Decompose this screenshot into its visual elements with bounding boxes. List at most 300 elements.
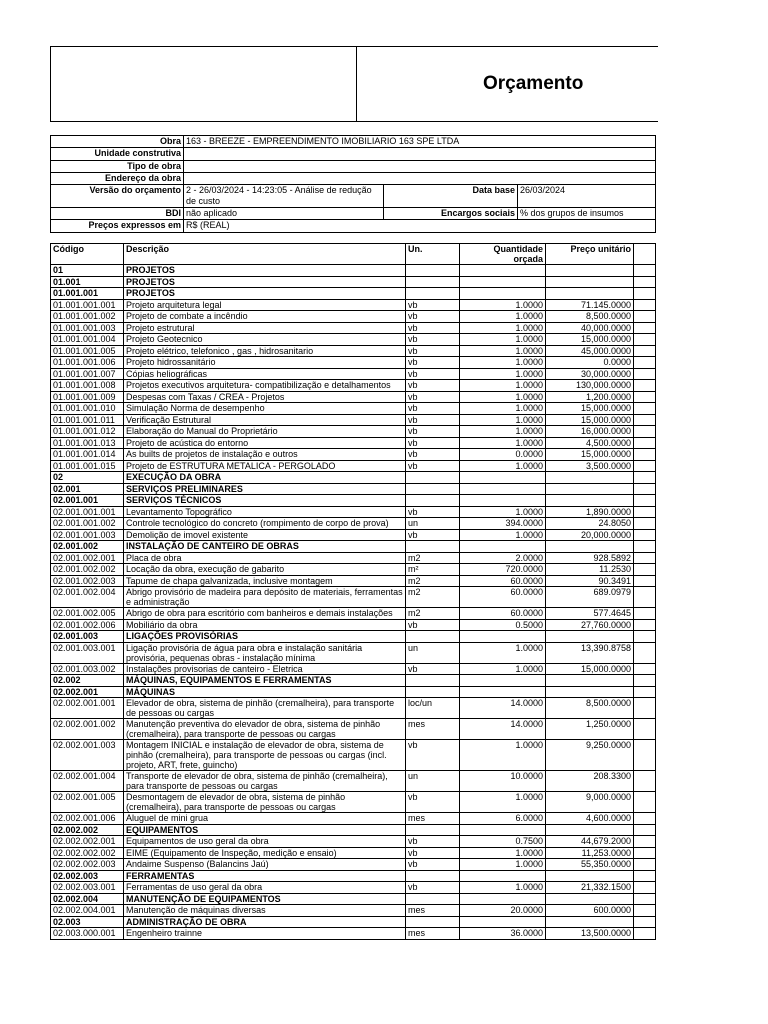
col-header-codigo: Código	[51, 244, 124, 265]
cell-unit-price: 689.0979	[546, 587, 634, 608]
cell-code: 02.002.002.002	[51, 847, 124, 859]
cell-unit-price: 8,500.0000	[546, 311, 634, 323]
cell-unit: mes	[406, 905, 460, 917]
cell-description: Abrigo provisório de madeira para depósito de materiais, ferramentas e administração	[124, 587, 406, 608]
cell-extra	[634, 276, 656, 288]
cell-unit	[406, 276, 460, 288]
cell-code: 02.002.002.001	[51, 836, 124, 848]
cell-code: 01.001.001.014	[51, 449, 124, 461]
cell-quantity: 1.0000	[460, 403, 546, 415]
cell-quantity	[460, 276, 546, 288]
cell-code: 02.002.003	[51, 870, 124, 882]
encargos-label: Encargos sociais	[384, 208, 518, 220]
cell-unit-price	[546, 288, 634, 300]
cell-description: Projetos executivos arquitetura- compatibilização e detalhamentos	[124, 380, 406, 392]
cell-extra	[634, 495, 656, 507]
cell-extra	[634, 642, 656, 663]
cell-unit-price	[546, 686, 634, 698]
cell-unit-price: 208.3300	[546, 771, 634, 792]
cell-description: Simulação Norma de desempenho	[124, 403, 406, 415]
cell-extra	[634, 675, 656, 687]
cell-extra	[634, 740, 656, 771]
group-row	[51, 276, 656, 288]
cell-unit-price: 4,500.0000	[546, 437, 634, 449]
cell-unit-price	[546, 472, 634, 484]
cell-quantity: 1.0000	[460, 311, 546, 323]
cell-quantity: 1.0000	[460, 792, 546, 813]
cell-description: Ligação provisória de água para obra e instalação sanitária provisória, pequenas obras - instalação mínima	[124, 642, 406, 663]
cell-description: FERRAMENTAS	[124, 870, 406, 882]
table-row	[51, 357, 656, 369]
cell-quantity: 1.0000	[460, 882, 546, 894]
cell-extra	[634, 698, 656, 719]
cell-description: EIME (Equipamento de Inspeção, medição e ensaio)	[124, 847, 406, 859]
cell-extra	[634, 792, 656, 813]
cell-description: EQUIPAMENTOS	[124, 824, 406, 836]
cell-code: 01.001.001.002	[51, 311, 124, 323]
cell-extra	[634, 541, 656, 553]
cell-code: 02.002.001.005	[51, 792, 124, 813]
cell-code: 02.001.002.003	[51, 575, 124, 587]
bdi-label: BDI	[51, 208, 184, 220]
cell-quantity: 14.0000	[460, 698, 546, 719]
cell-extra	[634, 265, 656, 277]
table-row	[51, 836, 656, 848]
cell-quantity	[460, 824, 546, 836]
cell-unit-price: 1,200.0000	[546, 391, 634, 403]
precos-value: R$ (REAL)	[184, 220, 656, 232]
cell-quantity	[460, 541, 546, 553]
cell-quantity: 1.0000	[460, 345, 546, 357]
cell-unit: vb	[406, 414, 460, 426]
cell-quantity: 0.5000	[460, 619, 546, 631]
cell-description: Projeto Geotecnico	[124, 334, 406, 346]
cell-extra	[634, 836, 656, 848]
cell-description: LIGAÇÕES PROVISÓRIAS	[124, 631, 406, 643]
cell-quantity: 20.0000	[460, 905, 546, 917]
cell-quantity: 1.0000	[460, 414, 546, 426]
cell-description: Controle tecnológico do concreto (rompimento de corpo de prova)	[124, 518, 406, 530]
cell-code: 02.001.002	[51, 541, 124, 553]
table-row	[51, 506, 656, 518]
cell-quantity: 1.0000	[460, 663, 546, 675]
cell-unit-price: 15,000.0000	[546, 403, 634, 415]
table-row	[51, 403, 656, 415]
table-row	[51, 771, 656, 792]
cell-unit	[406, 893, 460, 905]
cell-extra	[634, 322, 656, 334]
cell-extra	[634, 893, 656, 905]
cell-extra	[634, 847, 656, 859]
cell-description: EXECUÇÃO DA OBRA	[124, 472, 406, 484]
cell-unit	[406, 541, 460, 553]
cell-quantity: 1.0000	[460, 299, 546, 311]
cell-unit-price: 21,332.1500	[546, 882, 634, 894]
cell-code: 01.001.001.011	[51, 414, 124, 426]
cell-extra	[634, 928, 656, 940]
cell-extra	[634, 813, 656, 825]
cell-code: 02.002.001.002	[51, 719, 124, 740]
cell-description: Engenheiro trainne	[124, 928, 406, 940]
cell-quantity: 1.0000	[460, 380, 546, 392]
table-row	[51, 859, 656, 871]
cell-description: MÁQUINAS	[124, 686, 406, 698]
table-row	[51, 426, 656, 438]
cell-code: 01.001.001.001	[51, 299, 124, 311]
cell-unit-price	[546, 541, 634, 553]
cell-unit: vb	[406, 859, 460, 871]
group-row	[51, 686, 656, 698]
group-row	[51, 472, 656, 484]
table-row	[51, 619, 656, 631]
cell-code: 01.001.001.007	[51, 368, 124, 380]
cell-extra	[634, 529, 656, 541]
cell-unit: vb	[406, 460, 460, 472]
versao-label: Versão do orçamento	[51, 185, 184, 208]
cell-unit: m2	[406, 552, 460, 564]
cell-unit	[406, 916, 460, 928]
endereco-label: Endereço da obra	[51, 172, 184, 184]
cell-unit: m2	[406, 587, 460, 608]
cell-unit: vb	[406, 506, 460, 518]
cell-unit-price	[546, 495, 634, 507]
obra-label: Obra	[51, 136, 184, 148]
cell-extra	[634, 686, 656, 698]
table-row	[51, 437, 656, 449]
cell-extra	[634, 288, 656, 300]
cell-extra	[634, 719, 656, 740]
table-row	[51, 449, 656, 461]
cell-extra	[634, 437, 656, 449]
cell-quantity: 1.0000	[460, 334, 546, 346]
cell-code: 02.002	[51, 675, 124, 687]
cell-unit-price: 4,600.0000	[546, 813, 634, 825]
cell-unit: m2	[406, 608, 460, 620]
cell-extra	[634, 608, 656, 620]
cell-unit-price	[546, 893, 634, 905]
col-header-extra	[634, 244, 656, 265]
cell-description: ADMINISTRAÇÃO DE OBRA	[124, 916, 406, 928]
cell-quantity: 720.0000	[460, 564, 546, 576]
cell-description: PROJETOS	[124, 265, 406, 277]
cell-unit: m2	[406, 575, 460, 587]
cell-code: 01.001.001.013	[51, 437, 124, 449]
table-row	[51, 642, 656, 663]
cell-quantity: 0.0000	[460, 449, 546, 461]
group-row	[51, 631, 656, 643]
cell-code: 01.001.001.008	[51, 380, 124, 392]
cell-unit: mes	[406, 928, 460, 940]
table-header-row	[51, 244, 656, 265]
cell-code: 01.001.001.009	[51, 391, 124, 403]
table-row	[51, 552, 656, 564]
cell-description: SERVIÇOS PRELIMINARES	[124, 483, 406, 495]
cell-extra	[634, 587, 656, 608]
cell-unit: vb	[406, 345, 460, 357]
table-row	[51, 391, 656, 403]
cell-unit-price: 15,000.0000	[546, 449, 634, 461]
cell-description: Manutenção de máquinas diversas	[124, 905, 406, 917]
table-row	[51, 882, 656, 894]
cell-description: Cópias heliográficas	[124, 368, 406, 380]
group-row	[51, 893, 656, 905]
group-row	[51, 675, 656, 687]
unidade-label: Unidade construtiva	[51, 148, 184, 160]
cell-unit: vb	[406, 322, 460, 334]
cell-extra	[634, 403, 656, 415]
title-box	[50, 46, 658, 122]
table-row	[51, 460, 656, 472]
cell-description: Placa de obra	[124, 552, 406, 564]
cell-unit-price: 9,000.0000	[546, 792, 634, 813]
precos-label: Preços expressos em	[51, 220, 184, 232]
cell-unit: vb	[406, 619, 460, 631]
cell-code: 02.002.001.001	[51, 698, 124, 719]
cell-code: 01.001.001.005	[51, 345, 124, 357]
cell-code: 02.003	[51, 916, 124, 928]
cell-description: Projeto estrutural	[124, 322, 406, 334]
cell-code: 02.003.000.001	[51, 928, 124, 940]
cell-quantity: 10.0000	[460, 771, 546, 792]
cell-extra	[634, 380, 656, 392]
table-row	[51, 529, 656, 541]
col-header-quantidade: Quantidade orçada	[460, 244, 546, 265]
cell-extra	[634, 916, 656, 928]
cell-extra	[634, 631, 656, 643]
cell-unit-price: 928.5892	[546, 552, 634, 564]
cell-description: INSTALAÇÃO DE CANTEIRO DE OBRAS	[124, 541, 406, 553]
cell-extra	[634, 663, 656, 675]
cell-quantity: 1.0000	[460, 859, 546, 871]
cell-unit-price	[546, 675, 634, 687]
cell-code: 02.001.002.004	[51, 587, 124, 608]
cell-code: 02.001.002.001	[51, 552, 124, 564]
encargos-value: % dos grupos de insumos	[518, 208, 656, 220]
cell-unit: vb	[406, 380, 460, 392]
cell-description: Elevador de obra, sistema de pinhão (cremalheira), para transporte de pessoas ou cargas	[124, 698, 406, 719]
cell-unit-price: 1,890.0000	[546, 506, 634, 518]
cell-code: 02.002.003.001	[51, 882, 124, 894]
table-row	[51, 334, 656, 346]
cell-extra	[634, 472, 656, 484]
table-row	[51, 905, 656, 917]
table-row	[51, 345, 656, 357]
cell-description: As builts de projetos de instalação e outros	[124, 449, 406, 461]
cell-quantity: 1.0000	[460, 529, 546, 541]
cell-description: Levantamento Topográfico	[124, 506, 406, 518]
cell-unit-price: 13,390.8758	[546, 642, 634, 663]
cell-unit: mes	[406, 813, 460, 825]
cell-unit-price	[546, 483, 634, 495]
cell-extra	[634, 357, 656, 369]
group-row	[51, 495, 656, 507]
cell-quantity: 1.0000	[460, 391, 546, 403]
cell-quantity: 60.0000	[460, 587, 546, 608]
cell-quantity: 60.0000	[460, 575, 546, 587]
cell-unit: vb	[406, 368, 460, 380]
cell-quantity: 1.0000	[460, 426, 546, 438]
cell-quantity	[460, 472, 546, 484]
cell-quantity: 1.0000	[460, 740, 546, 771]
cell-unit: vb	[406, 449, 460, 461]
cell-quantity: 1.0000	[460, 642, 546, 663]
cell-extra	[634, 449, 656, 461]
data-base-value: 26/03/2024	[518, 185, 656, 208]
cell-extra	[634, 414, 656, 426]
cell-unit-price: 71.145.0000	[546, 299, 634, 311]
table-row	[51, 380, 656, 392]
cell-extra	[634, 506, 656, 518]
group-row	[51, 824, 656, 836]
cell-unit: vb	[406, 334, 460, 346]
endereco-value	[184, 172, 656, 184]
table-row	[51, 368, 656, 380]
cell-unit-price: 16,000.0000	[546, 426, 634, 438]
cell-code: 02.001	[51, 483, 124, 495]
cell-description: PROJETOS	[124, 276, 406, 288]
info-row-obra	[51, 136, 656, 148]
cell-code: 02.001.003.001	[51, 642, 124, 663]
cell-description: Abrigo de obra para escritório com banheiros e demais instalações	[124, 608, 406, 620]
cell-extra	[634, 771, 656, 792]
cell-unit-price: 45,000.0000	[546, 345, 634, 357]
cell-unit: vb	[406, 882, 460, 894]
cell-quantity: 1.0000	[460, 506, 546, 518]
cell-quantity	[460, 495, 546, 507]
cell-unit	[406, 675, 460, 687]
group-row	[51, 265, 656, 277]
cell-quantity	[460, 265, 546, 277]
cell-quantity	[460, 483, 546, 495]
cell-code: 01.001.001.003	[51, 322, 124, 334]
cell-unit-price: 20,000.0000	[546, 529, 634, 541]
cell-unit	[406, 495, 460, 507]
cell-description: MÁQUINAS, EQUIPAMENTOS E FERRAMENTAS	[124, 675, 406, 687]
table-row	[51, 564, 656, 576]
cell-extra	[634, 426, 656, 438]
cell-code: 02.001.003	[51, 631, 124, 643]
cell-code: 01.001	[51, 276, 124, 288]
cell-extra	[634, 299, 656, 311]
cell-description: MANUTENÇÃO DE EQUIPAMENTOS	[124, 893, 406, 905]
info-row-tipo	[51, 160, 656, 172]
cell-extra	[634, 460, 656, 472]
cell-unit-price	[546, 870, 634, 882]
cell-extra	[634, 619, 656, 631]
cell-code: 02.002.001.003	[51, 740, 124, 771]
cell-quantity	[460, 916, 546, 928]
cell-quantity	[460, 288, 546, 300]
info-row-endereco	[51, 172, 656, 184]
cell-unit-price: 30,000.0000	[546, 368, 634, 380]
table-row	[51, 813, 656, 825]
cell-code: 01.001.001.004	[51, 334, 124, 346]
cell-unit: vb	[406, 357, 460, 369]
cell-extra	[634, 564, 656, 576]
cell-unit: mes	[406, 719, 460, 740]
cell-unit: vb	[406, 391, 460, 403]
info-row-versao	[51, 185, 656, 208]
cell-description: Projeto arquitetura legal	[124, 299, 406, 311]
cell-extra	[634, 824, 656, 836]
cell-quantity: 1.0000	[460, 368, 546, 380]
cell-unit-price: 3,500.0000	[546, 460, 634, 472]
cell-unit	[406, 265, 460, 277]
cell-extra	[634, 368, 656, 380]
cell-description: Montagem INICIAL e instalação de elevador de obra, sistema de pinhão (cremalheira), para transporte de pessoas ou cargas (incl. projeto, ART, frete, guincho)	[124, 740, 406, 771]
cell-description: Manutenção preventiva do elevador de obra, sistema de pinhão (cremalheira), para transporte de pessoas ou cargas	[124, 719, 406, 740]
table-row	[51, 311, 656, 323]
table-row	[51, 740, 656, 771]
group-row	[51, 916, 656, 928]
cell-code: 02.002.001.004	[51, 771, 124, 792]
cell-code: 01.001.001.012	[51, 426, 124, 438]
cell-unit: vb	[406, 740, 460, 771]
cell-extra	[634, 905, 656, 917]
cell-unit: vb	[406, 403, 460, 415]
table-row	[51, 322, 656, 334]
tipo-value	[184, 160, 656, 172]
cell-code: 02.002.004	[51, 893, 124, 905]
cell-unit-price: 15,000.0000	[546, 334, 634, 346]
cell-unit-price: 577.4645	[546, 608, 634, 620]
cell-extra	[634, 391, 656, 403]
cell-description: PROJETOS	[124, 288, 406, 300]
cell-extra	[634, 859, 656, 871]
group-row	[51, 541, 656, 553]
cell-unit-price: 0.0000	[546, 357, 634, 369]
cell-quantity: 1.0000	[460, 322, 546, 334]
cell-code: 02.001.003.002	[51, 663, 124, 675]
cell-description: Ferramentas de uso geral da obra	[124, 882, 406, 894]
cell-code: 02.001.001.003	[51, 529, 124, 541]
budget-items-table	[50, 243, 656, 940]
cell-unit-price: 11.2530	[546, 564, 634, 576]
cell-code: 02.001.002.005	[51, 608, 124, 620]
cell-unit	[406, 288, 460, 300]
cell-code: 02.002.002	[51, 824, 124, 836]
cell-code: 01.001.001.006	[51, 357, 124, 369]
group-row	[51, 288, 656, 300]
logo-cell	[51, 47, 357, 121]
cell-quantity: 14.0000	[460, 719, 546, 740]
cell-unit	[406, 824, 460, 836]
table-row	[51, 518, 656, 530]
cell-description: Andaime Suspenso (Balancins Jaú)	[124, 859, 406, 871]
cell-code: 02	[51, 472, 124, 484]
cell-code: 01	[51, 265, 124, 277]
table-row	[51, 587, 656, 608]
cell-unit-price	[546, 916, 634, 928]
cell-description: Transporte de elevador de obra, sistema de pinhão (cremalheira), para transporte de pessoas ou cargas	[124, 771, 406, 792]
cell-description: Verificação Estrutural	[124, 414, 406, 426]
cell-code: 02.002.001.006	[51, 813, 124, 825]
cell-quantity: 60.0000	[460, 608, 546, 620]
cell-unit: vb	[406, 663, 460, 675]
tipo-label: Tipo de obra	[51, 160, 184, 172]
cell-quantity	[460, 675, 546, 687]
cell-description: Elaboração do Manual do Proprietário	[124, 426, 406, 438]
cell-unit-price: 15,000.0000	[546, 663, 634, 675]
cell-quantity: 36.0000	[460, 928, 546, 940]
cell-unit	[406, 631, 460, 643]
cell-description: Tapume de chapa galvanizada, inclusive montagem	[124, 575, 406, 587]
cell-code: 02.001.002.006	[51, 619, 124, 631]
cell-code: 02.002.002.003	[51, 859, 124, 871]
info-row-bdi	[51, 208, 656, 220]
cell-unit-price: 44,679.2000	[546, 836, 634, 848]
cell-description: Aluguel de mini grua	[124, 813, 406, 825]
